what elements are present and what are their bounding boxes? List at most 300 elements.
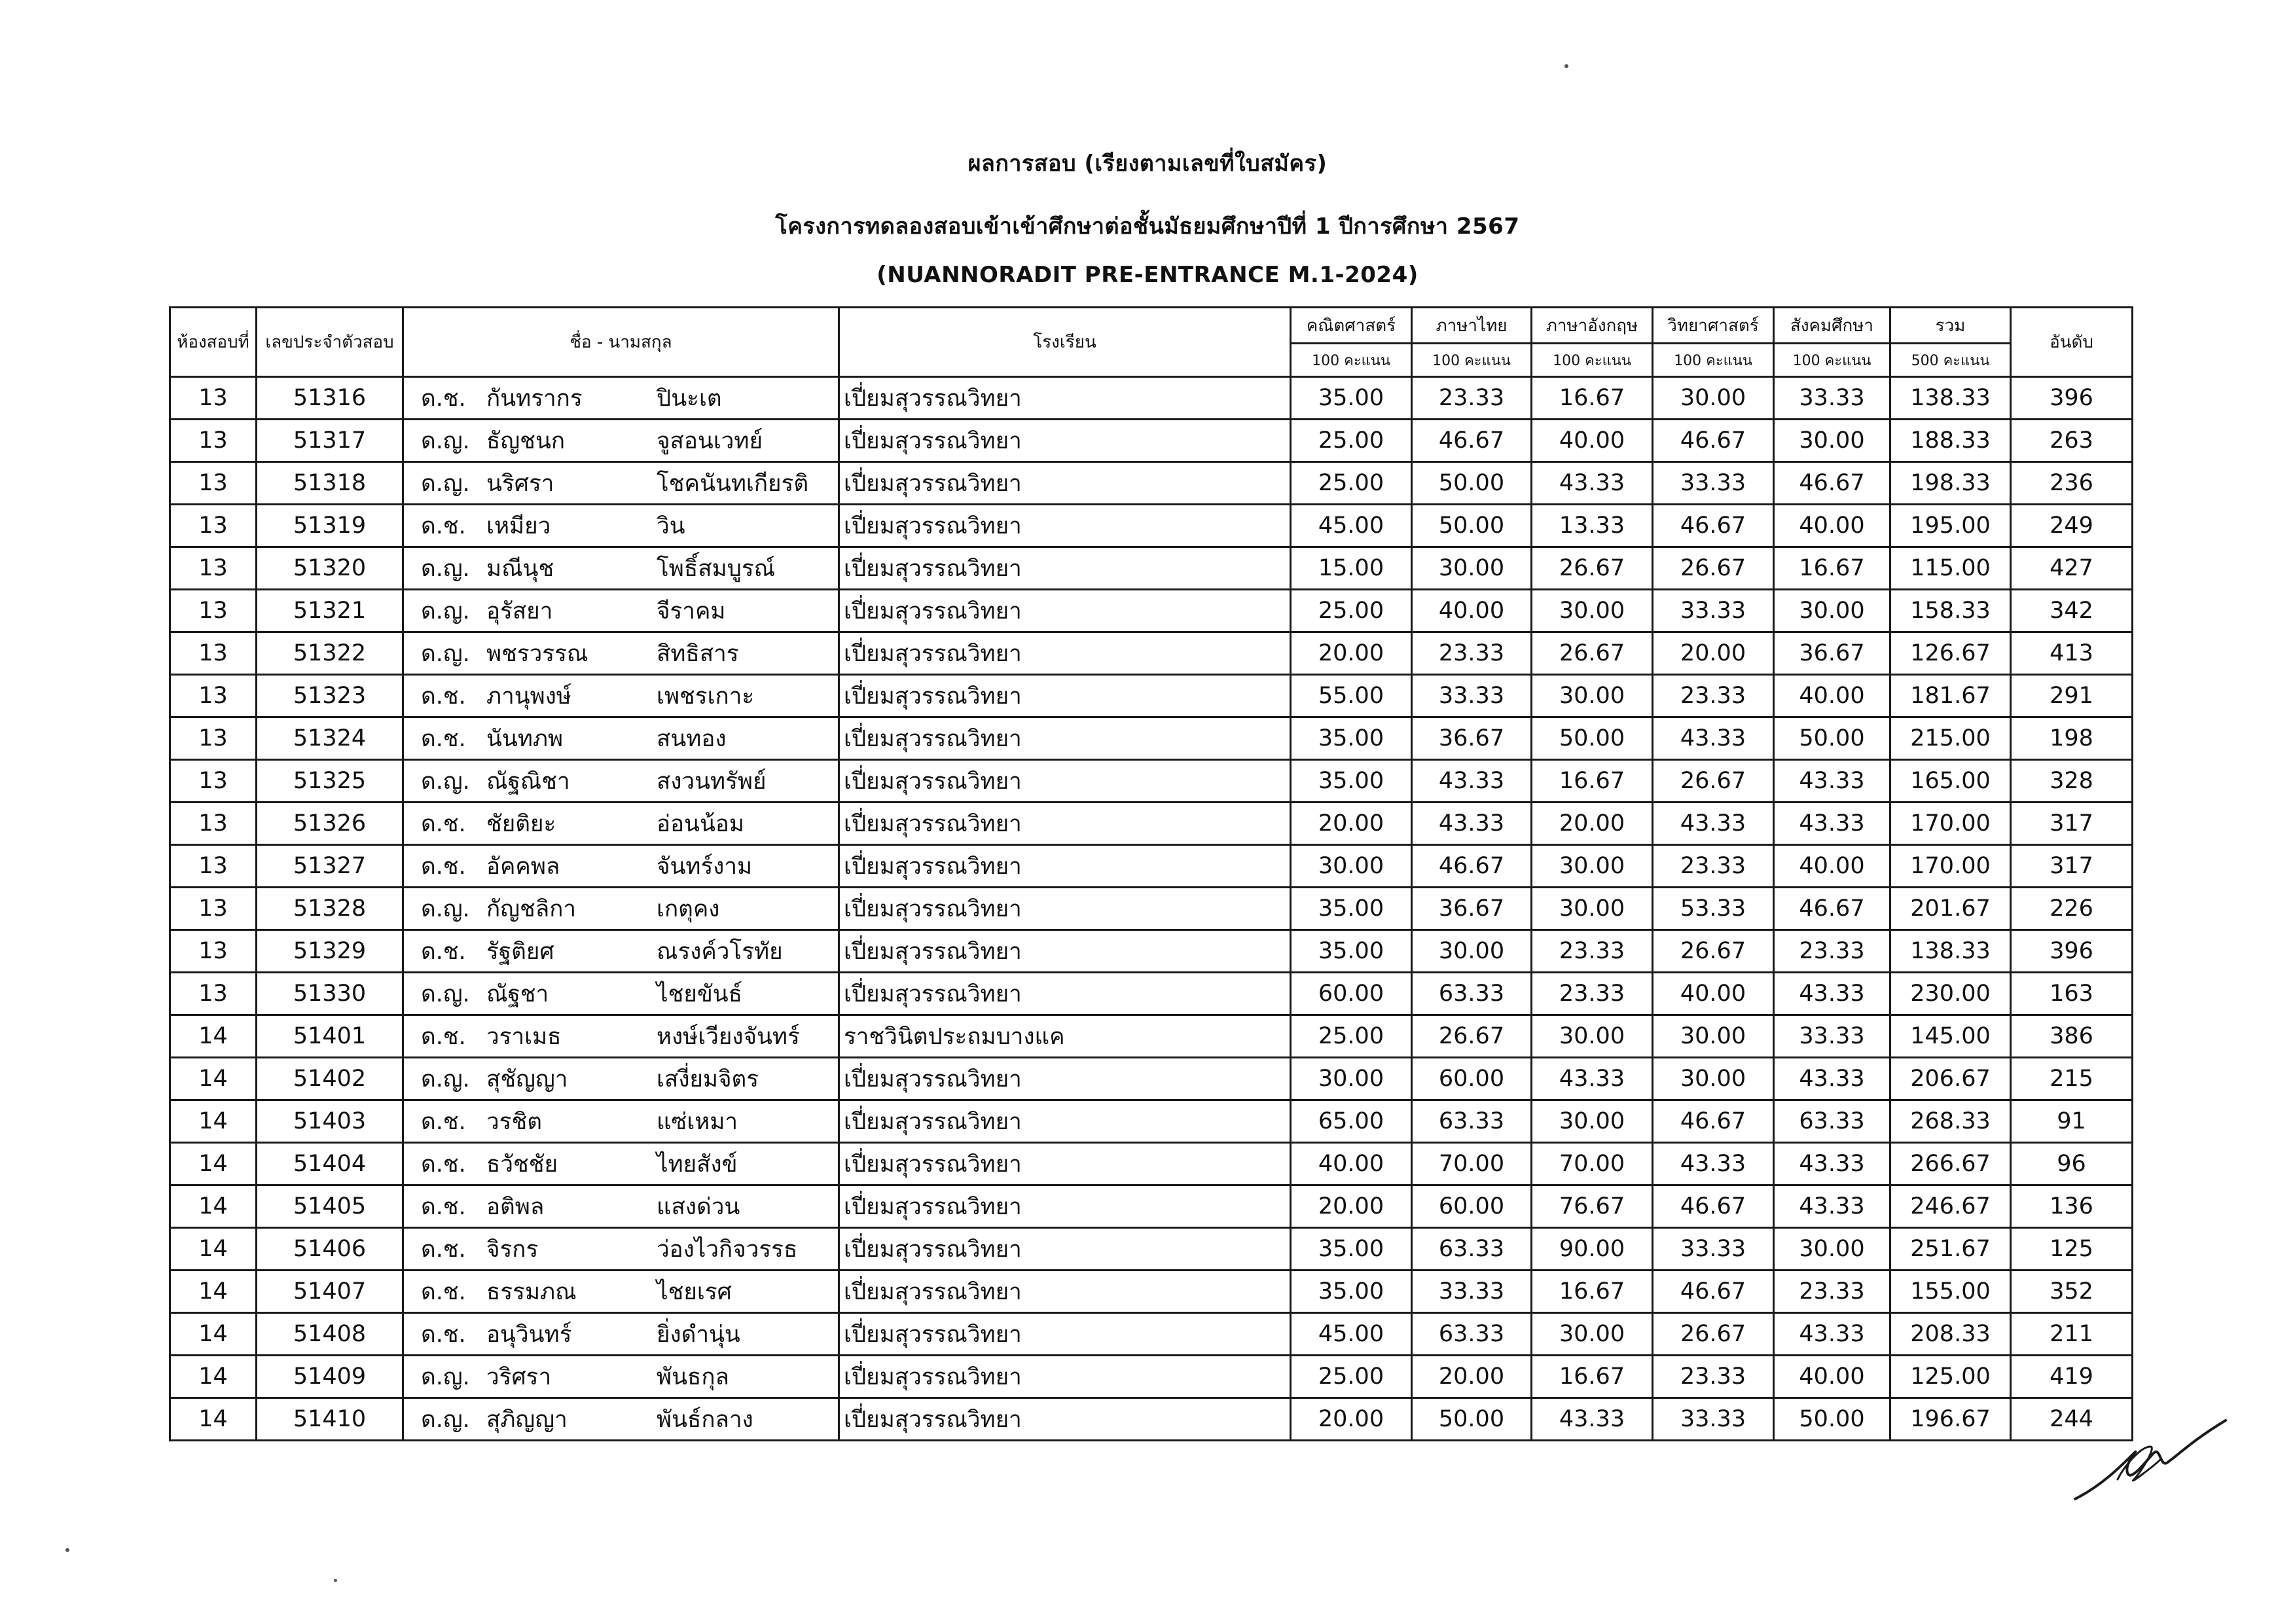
name-cell: [403, 675, 839, 717]
room-cell: 13: [170, 632, 257, 675]
rank-score-cell: 244: [2011, 1398, 2133, 1441]
name-prefix: ด.ช.: [421, 810, 466, 837]
room-cell: 13: [170, 505, 257, 547]
last-name: โพธิ์สมบูรณ์: [657, 555, 776, 582]
name-cell: [403, 888, 839, 930]
thai-score-cell: 23.33: [1412, 377, 1532, 420]
room-cell: 14: [170, 1185, 257, 1228]
rank-score-cell: 215: [2011, 1058, 2133, 1100]
header-math: คณิตศาสตร์: [1291, 308, 1412, 344]
rank-score-cell: 328: [2011, 760, 2133, 803]
english-score-cell: 20.00: [1532, 803, 1653, 845]
rank-score-cell: 342: [2011, 590, 2133, 632]
rank-score-cell: 91: [2011, 1100, 2133, 1143]
room-cell: 14: [170, 1313, 257, 1356]
total-score-cell: 170.00: [1890, 803, 2011, 845]
total-score-cell: 115.00: [1890, 547, 2011, 590]
english-score-cell: 13.33: [1532, 505, 1653, 547]
room-cell: 14: [170, 1015, 257, 1058]
english-score-cell: 16.67: [1532, 377, 1653, 420]
math-score-cell: 30.00: [1291, 845, 1412, 888]
name-cell: [403, 1398, 839, 1441]
thai-score-cell: 60.00: [1412, 1058, 1532, 1100]
social-score-cell: 30.00: [1774, 590, 1890, 632]
total-score-cell: 198.33: [1890, 462, 2011, 505]
social-score-cell: 63.33: [1774, 1100, 1890, 1143]
math-score-cell: 40.00: [1291, 1143, 1412, 1185]
total-score-cell: 158.33: [1890, 590, 2011, 632]
first-name: ธัญชนก: [486, 427, 566, 454]
exam-id-cell: 51407: [257, 1271, 403, 1313]
table-body: [170, 377, 2133, 1441]
name-cell: [403, 1100, 839, 1143]
rank-score-cell: 317: [2011, 845, 2133, 888]
first-name: ธวัชชัย: [486, 1151, 558, 1178]
science-score-cell: 33.33: [1653, 1228, 1774, 1271]
english-score-cell: 16.67: [1532, 760, 1653, 803]
room-cell: 13: [170, 845, 257, 888]
social-score-cell: 40.00: [1774, 675, 1890, 717]
rank-score-cell: 163: [2011, 973, 2133, 1015]
rank-score-cell: 386: [2011, 1015, 2133, 1058]
table-row: [170, 590, 2133, 632]
room-cell: 14: [170, 1100, 257, 1143]
name-cell: [403, 462, 839, 505]
thai-score-cell: 36.67: [1412, 888, 1532, 930]
table-row: [170, 888, 2133, 930]
room-cell: 13: [170, 888, 257, 930]
name-prefix: ด.ญ.: [421, 470, 470, 497]
last-name: เสงี่ยมจิตร: [657, 1066, 759, 1092]
first-name: ธรรมภณ: [486, 1278, 577, 1305]
exam-id-cell: 51316: [257, 377, 403, 420]
social-score-cell: 43.33: [1774, 760, 1890, 803]
last-name: จีราคม: [657, 598, 726, 624]
social-score-cell: 50.00: [1774, 1398, 1890, 1441]
exam-id-cell: 51328: [257, 888, 403, 930]
last-name: สงวนทรัพย์: [657, 768, 767, 795]
math-score-cell: 35.00: [1291, 1271, 1412, 1313]
school-cell: เปี่ยมสุวรรณวิทยา: [839, 973, 1291, 1015]
science-score-cell: 23.33: [1653, 1356, 1774, 1398]
name-cell: [403, 717, 839, 760]
total-score-cell: 188.33: [1890, 420, 2011, 462]
last-name: ไชยขันธ์: [657, 981, 743, 1007]
total-score-cell: 126.67: [1890, 632, 2011, 675]
math-score-cell: 65.00: [1291, 1100, 1412, 1143]
table-row: [170, 803, 2133, 845]
social-score-cell: 33.33: [1774, 377, 1890, 420]
table-row: [170, 632, 2133, 675]
last-name: พันธ์กลาง: [657, 1406, 753, 1433]
social-score-cell: 40.00: [1774, 505, 1890, 547]
first-name: รัฐติยศ: [486, 938, 554, 965]
math-score-cell: 35.00: [1291, 760, 1412, 803]
science-score-cell: 46.67: [1653, 420, 1774, 462]
english-score-cell: 43.33: [1532, 462, 1653, 505]
science-score-cell: 26.67: [1653, 547, 1774, 590]
exam-id-cell: 51408: [257, 1313, 403, 1356]
exam-id-cell: 51327: [257, 845, 403, 888]
thai-score-cell: 36.67: [1412, 717, 1532, 760]
thai-score-cell: 33.33: [1412, 675, 1532, 717]
exam-id-cell: 51324: [257, 717, 403, 760]
rank-score-cell: 263: [2011, 420, 2133, 462]
name-cell: [403, 590, 839, 632]
school-cell: เปี่ยมสุวรรณวิทยา: [839, 1271, 1291, 1313]
name-prefix: ด.ช.: [421, 385, 466, 412]
last-name: แสงด่วน: [657, 1193, 740, 1220]
math-score-cell: 20.00: [1291, 1185, 1412, 1228]
rank-score-cell: 413: [2011, 632, 2133, 675]
last-name: ณรงค์วโรทัย: [657, 938, 783, 965]
rank-score-cell: 249: [2011, 505, 2133, 547]
rank-score-cell: 96: [2011, 1143, 2133, 1185]
name-prefix: ด.ช.: [421, 1108, 466, 1135]
first-name: อุรัสยา: [486, 598, 553, 624]
english-score-cell: 90.00: [1532, 1228, 1653, 1271]
total-score-cell: 125.00: [1890, 1356, 2011, 1398]
name-prefix: ด.ช.: [421, 725, 466, 752]
math-score-cell: 25.00: [1291, 1015, 1412, 1058]
table-row: [170, 1185, 2133, 1228]
last-name: สิทธิสาร: [657, 640, 739, 667]
social-score-cell: 40.00: [1774, 845, 1890, 888]
social-score-cell: 43.33: [1774, 1058, 1890, 1100]
thai-score-cell: 30.00: [1412, 547, 1532, 590]
school-cell: เปี่ยมสุวรรณวิทยา: [839, 1058, 1291, 1100]
math-score-cell: 35.00: [1291, 1228, 1412, 1271]
name-prefix: ด.ญ.: [421, 555, 470, 582]
school-cell: ราชวินิตประถมบางแค: [839, 1015, 1291, 1058]
table-row: [170, 1313, 2133, 1356]
exam-id-cell: 51404: [257, 1143, 403, 1185]
thai-score-cell: 63.33: [1412, 1100, 1532, 1143]
name-cell: [403, 1271, 839, 1313]
first-name: พชรวรรณ: [486, 640, 588, 667]
total-score-cell: 208.33: [1890, 1313, 2011, 1356]
school-cell: เปี่ยมสุวรรณวิทยา: [839, 1143, 1291, 1185]
name-prefix: ด.ญ.: [421, 895, 470, 922]
room-cell: 14: [170, 1143, 257, 1185]
name-prefix: ด.ช.: [421, 1321, 466, 1348]
room-cell: 14: [170, 1271, 257, 1313]
rank-score-cell: 317: [2011, 803, 2133, 845]
total-score-cell: 266.67: [1890, 1143, 2011, 1185]
last-name: ปินะเต: [657, 385, 722, 412]
exam-id-cell: 51320: [257, 547, 403, 590]
thai-score-cell: 43.33: [1412, 803, 1532, 845]
name-prefix: ด.ช.: [421, 853, 466, 880]
school-cell: เปี่ยมสุวรรณวิทยา: [839, 1228, 1291, 1271]
school-cell: เปี่ยมสุวรรณวิทยา: [839, 505, 1291, 547]
math-score-cell: 25.00: [1291, 590, 1412, 632]
table-row: [170, 845, 2133, 888]
science-score-cell: 30.00: [1653, 1015, 1774, 1058]
project-title: โครงการทดลองสอบเข้าเข้าศึกษาต่อชั้นมัธยมศึกษาปีที่ 1 ปีการศึกษา 2567: [775, 213, 1520, 240]
last-name: พันธกุล: [657, 1363, 729, 1390]
social-score-cell: 46.67: [1774, 888, 1890, 930]
exam-id-cell: 51410: [257, 1398, 403, 1441]
subheader-english: 100 คะแนน: [1532, 344, 1653, 377]
results-table: [169, 306, 2133, 1441]
social-score-cell: 43.33: [1774, 803, 1890, 845]
math-score-cell: 20.00: [1291, 803, 1412, 845]
english-score-cell: 23.33: [1532, 930, 1653, 973]
name-prefix: ด.ญ.: [421, 1066, 470, 1092]
school-cell: เปี่ยมสุวรรณวิทยา: [839, 1313, 1291, 1356]
room-cell: 13: [170, 547, 257, 590]
school-cell: เปี่ยมสุวรรณวิทยา: [839, 377, 1291, 420]
name-cell: [403, 377, 839, 420]
subheader-social: 100 คะแนน: [1774, 344, 1890, 377]
name-prefix: ด.ญ.: [421, 640, 470, 667]
thai-score-cell: 46.67: [1412, 845, 1532, 888]
social-score-cell: 23.33: [1774, 1271, 1890, 1313]
math-score-cell: 25.00: [1291, 1356, 1412, 1398]
name-cell: [403, 505, 839, 547]
school-cell: เปี่ยมสุวรรณวิทยา: [839, 632, 1291, 675]
room-cell: 13: [170, 930, 257, 973]
school-cell: เปี่ยมสุวรรณวิทยา: [839, 803, 1291, 845]
social-score-cell: 46.67: [1774, 462, 1890, 505]
school-cell: เปี่ยมสุวรรณวิทยา: [839, 760, 1291, 803]
total-score-cell: 268.33: [1890, 1100, 2011, 1143]
name-prefix: ด.ญ.: [421, 768, 470, 795]
science-score-cell: 46.67: [1653, 1100, 1774, 1143]
name-cell: [403, 1143, 839, 1185]
table-row: [170, 1271, 2133, 1313]
first-name: เหมียว: [486, 513, 551, 539]
table-row: [170, 420, 2133, 462]
table-row: [170, 1228, 2133, 1271]
social-score-cell: 36.67: [1774, 632, 1890, 675]
table-row: [170, 760, 2133, 803]
last-name: ไทยสังข์: [657, 1151, 738, 1178]
table-row: [170, 1100, 2133, 1143]
total-score-cell: 170.00: [1890, 845, 2011, 888]
name-cell: [403, 632, 839, 675]
first-name: กัญชลิกา: [486, 895, 577, 922]
document-title: ผลการสอบ (เรียงตามเลขที่ใบสมัคร): [967, 151, 1328, 177]
total-score-cell: 195.00: [1890, 505, 2011, 547]
table-row: [170, 1143, 2133, 1185]
name-cell: [403, 1228, 839, 1271]
math-score-cell: 25.00: [1291, 420, 1412, 462]
english-score-cell: 76.67: [1532, 1185, 1653, 1228]
scan-speck: [1564, 64, 1568, 68]
english-score-cell: 30.00: [1532, 1313, 1653, 1356]
table-row: [170, 505, 2133, 547]
science-score-cell: 46.67: [1653, 1185, 1774, 1228]
name-cell: [403, 1058, 839, 1100]
table-row: [170, 675, 2133, 717]
math-score-cell: 55.00: [1291, 675, 1412, 717]
exam-id-cell: 51326: [257, 803, 403, 845]
school-cell: เปี่ยมสุวรรณวิทยา: [839, 675, 1291, 717]
science-score-cell: 26.67: [1653, 1313, 1774, 1356]
room-cell: 14: [170, 1398, 257, 1441]
last-name: หงษ์เวียงจันทร์: [657, 1023, 800, 1050]
social-score-cell: 43.33: [1774, 973, 1890, 1015]
thai-score-cell: 30.00: [1412, 930, 1532, 973]
school-cell: เปี่ยมสุวรรณวิทยา: [839, 1356, 1291, 1398]
total-score-cell: 230.00: [1890, 973, 2011, 1015]
name-prefix: ด.ญ.: [421, 1406, 470, 1433]
first-name: นันทภพ: [486, 725, 564, 752]
last-name: จันทร์งาม: [657, 853, 753, 880]
name-cell: [403, 1185, 839, 1228]
name-cell: [403, 1015, 839, 1058]
first-name: นริศรา: [486, 470, 554, 497]
room-cell: 14: [170, 1356, 257, 1398]
first-name: อนุวินทร์: [486, 1321, 572, 1348]
science-score-cell: 43.33: [1653, 803, 1774, 845]
rank-score-cell: 396: [2011, 930, 2133, 973]
social-score-cell: 23.33: [1774, 930, 1890, 973]
name-prefix: ด.ช.: [421, 683, 466, 710]
math-score-cell: 35.00: [1291, 930, 1412, 973]
thai-score-cell: 70.00: [1412, 1143, 1532, 1185]
total-score-cell: 201.67: [1890, 888, 2011, 930]
exam-id-cell: 51402: [257, 1058, 403, 1100]
header-english: ภาษาอังกฤษ: [1532, 308, 1653, 344]
math-score-cell: 60.00: [1291, 973, 1412, 1015]
name-cell: [403, 547, 839, 590]
total-score-cell: 181.67: [1890, 675, 2011, 717]
name-prefix: ด.ช.: [421, 938, 466, 965]
school-cell: เปี่ยมสุวรรณวิทยา: [839, 1100, 1291, 1143]
total-score-cell: 206.67: [1890, 1058, 2011, 1100]
room-cell: 13: [170, 590, 257, 632]
english-score-cell: 70.00: [1532, 1143, 1653, 1185]
english-score-cell: 30.00: [1532, 888, 1653, 930]
name-prefix: ด.ช.: [421, 1151, 466, 1178]
science-score-cell: 53.33: [1653, 888, 1774, 930]
table-row: [170, 1058, 2133, 1100]
rank-score-cell: 396: [2011, 377, 2133, 420]
exam-id-cell: 51321: [257, 590, 403, 632]
name-prefix: ด.ช.: [421, 1023, 466, 1050]
rank-score-cell: 125: [2011, 1228, 2133, 1271]
last-name: ไชยเรศ: [657, 1278, 732, 1305]
last-name: สนทอง: [657, 725, 727, 752]
total-score-cell: 246.67: [1890, 1185, 2011, 1228]
social-score-cell: 30.00: [1774, 420, 1890, 462]
last-name: เพชรเกาะ: [657, 683, 755, 710]
first-name: วราเมธ: [486, 1023, 562, 1050]
exam-id-cell: 51406: [257, 1228, 403, 1271]
school-cell: เปี่ยมสุวรรณวิทยา: [839, 462, 1291, 505]
english-score-cell: 30.00: [1532, 1015, 1653, 1058]
room-cell: 13: [170, 675, 257, 717]
room-cell: 13: [170, 973, 257, 1015]
total-score-cell: 138.33: [1890, 930, 2011, 973]
name-prefix: ด.ช.: [421, 513, 466, 539]
last-name: วิน: [657, 513, 685, 539]
exam-id-cell: 51329: [257, 930, 403, 973]
rank-score-cell: 226: [2011, 888, 2133, 930]
first-name: วรชิต: [486, 1108, 542, 1135]
science-score-cell: 26.67: [1653, 930, 1774, 973]
exam-id-cell: 51405: [257, 1185, 403, 1228]
school-cell: เปี่ยมสุวรรณวิทยา: [839, 845, 1291, 888]
science-score-cell: 33.33: [1653, 1398, 1774, 1441]
subheader-total: 500 คะแนน: [1890, 344, 2011, 377]
social-score-cell: 50.00: [1774, 717, 1890, 760]
table-row: [170, 462, 2133, 505]
science-score-cell: 26.67: [1653, 760, 1774, 803]
name-prefix: ด.ญ.: [421, 427, 470, 454]
thai-score-cell: 63.33: [1412, 1313, 1532, 1356]
exam-id-cell: 51330: [257, 973, 403, 1015]
english-score-cell: 30.00: [1532, 845, 1653, 888]
english-score-cell: 43.33: [1532, 1398, 1653, 1441]
first-name: สุชัญญา: [486, 1066, 568, 1092]
exam-id-cell: 51401: [257, 1015, 403, 1058]
header-science: วิทยาศาสตร์: [1653, 308, 1774, 344]
room-cell: 13: [170, 760, 257, 803]
rank-score-cell: 352: [2011, 1271, 2133, 1313]
name-cell: [403, 420, 839, 462]
science-score-cell: 43.33: [1653, 1143, 1774, 1185]
table-row: [170, 377, 2133, 420]
science-score-cell: 43.33: [1653, 717, 1774, 760]
header-exam-id: เลขประจำตัวสอบ: [257, 308, 403, 377]
last-name: ว่องไวกิจวรรธ: [657, 1236, 798, 1263]
thai-score-cell: 50.00: [1412, 462, 1532, 505]
english-score-cell: 40.00: [1532, 420, 1653, 462]
room-cell: 13: [170, 717, 257, 760]
name-prefix: ด.ช.: [421, 1278, 466, 1305]
name-prefix: ด.ช.: [421, 1193, 466, 1220]
header-social: สังคมศึกษา: [1774, 308, 1890, 344]
social-score-cell: 16.67: [1774, 547, 1890, 590]
first-name: วริศรา: [486, 1363, 552, 1390]
first-name: มณีนุช: [486, 555, 554, 582]
thai-score-cell: 60.00: [1412, 1185, 1532, 1228]
english-score-cell: 43.33: [1532, 1058, 1653, 1100]
room-cell: 13: [170, 377, 257, 420]
name-cell: [403, 845, 839, 888]
table-row: [170, 1015, 2133, 1058]
exam-id-cell: 51318: [257, 462, 403, 505]
table-row: [170, 547, 2133, 590]
rank-score-cell: 136: [2011, 1185, 2133, 1228]
first-name: อติพล: [486, 1193, 545, 1220]
english-score-cell: 16.67: [1532, 1271, 1653, 1313]
thai-score-cell: 40.00: [1412, 590, 1532, 632]
thai-score-cell: 63.33: [1412, 1228, 1532, 1271]
science-score-cell: 46.67: [1653, 1271, 1774, 1313]
school-cell: เปี่ยมสุวรรณวิทยา: [839, 717, 1291, 760]
english-score-cell: 26.67: [1532, 632, 1653, 675]
rank-score-cell: 198: [2011, 717, 2133, 760]
first-name: ภานุพงษ์: [486, 683, 571, 710]
math-score-cell: 45.00: [1291, 505, 1412, 547]
thai-score-cell: 26.67: [1412, 1015, 1532, 1058]
english-score-cell: 30.00: [1532, 1100, 1653, 1143]
name-prefix: ด.ญ.: [421, 1363, 470, 1390]
math-score-cell: 15.00: [1291, 547, 1412, 590]
scan-speck: [65, 1548, 69, 1552]
first-name: จิรกร: [486, 1236, 539, 1263]
school-cell: เปี่ยมสุวรรณวิทยา: [839, 1185, 1291, 1228]
total-score-cell: 165.00: [1890, 760, 2011, 803]
rank-score-cell: 236: [2011, 462, 2133, 505]
total-score-cell: 251.67: [1890, 1228, 2011, 1271]
table-row: [170, 1356, 2133, 1398]
